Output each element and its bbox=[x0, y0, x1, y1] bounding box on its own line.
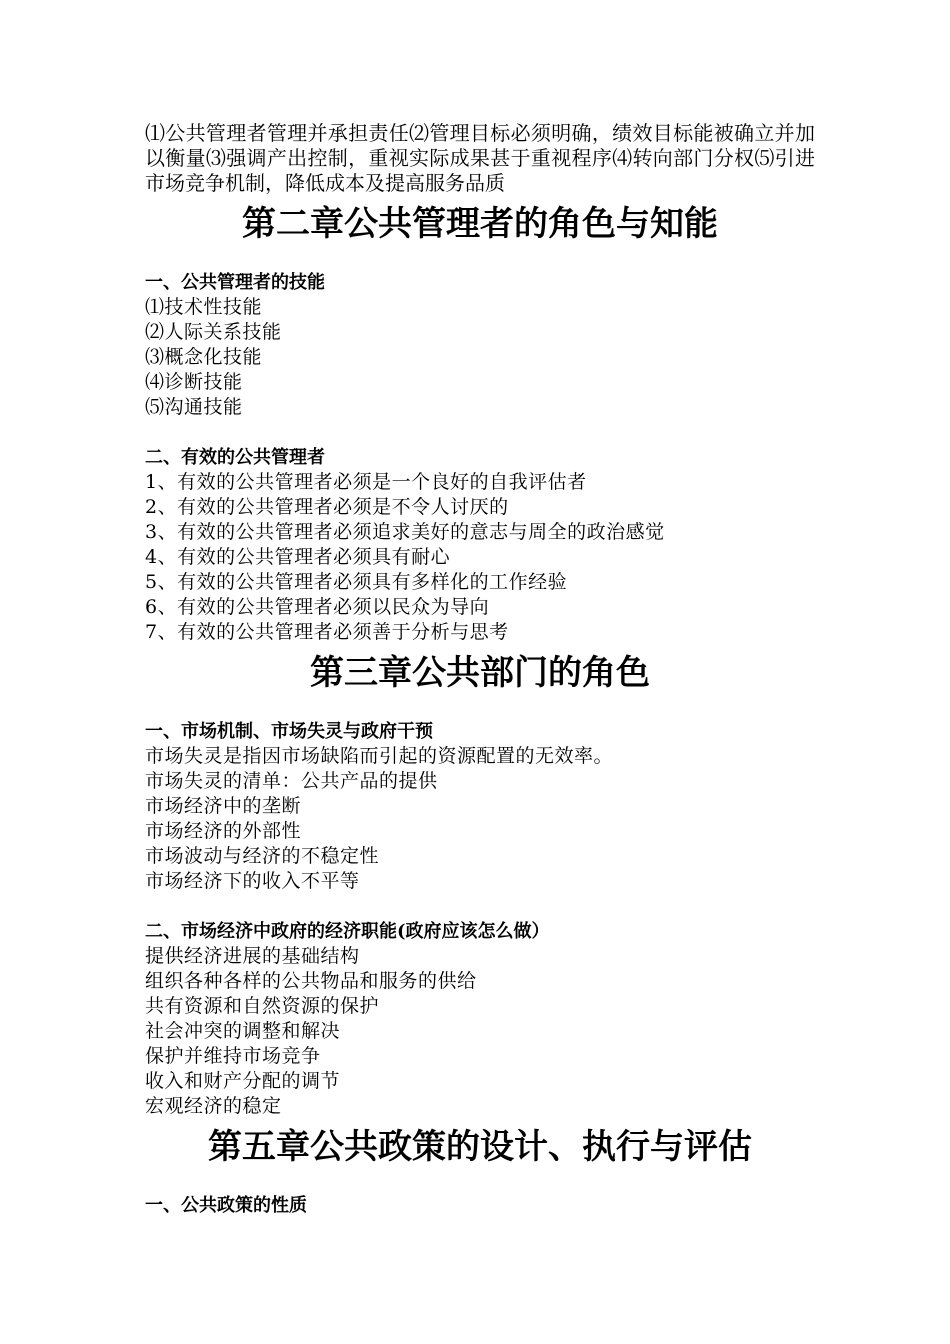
list-item: 5、有效的公共管理者必须具有多样化的工作经验 bbox=[145, 571, 568, 593]
list-item: 2、有效的公共管理者必须是不令人讨厌的 bbox=[145, 496, 509, 518]
list-item: ⑴技术性技能 bbox=[145, 296, 263, 318]
chapter-3-section-2 bbox=[145, 919, 815, 1119]
chapter-3-title: 第三章公共部门的角色 bbox=[310, 653, 650, 693]
list-item: 6、有效的公共管理者必须以民众为导向 bbox=[145, 596, 490, 618]
chapter-2-section-2 bbox=[145, 445, 815, 645]
list-item: 3、有效的公共管理者必须追求美好的意志与周全的政治感觉 bbox=[145, 521, 665, 543]
section-heading: 二、市场经济中政府的经济职能(政府应该怎么做） bbox=[145, 921, 550, 942]
chapter-5-title: 第五章公共政策的设计、执行与评估 bbox=[208, 1127, 752, 1167]
list-item: 7、有效的公共管理者必须善于分析与思考 bbox=[145, 621, 509, 643]
list-item: ⑵人际关系技能 bbox=[145, 321, 282, 343]
section-heading: 一、公共管理者的技能 bbox=[145, 272, 325, 293]
list-item: 市场经济下的收入不平等 bbox=[145, 870, 360, 892]
list-item: 收入和财产分配的调节 bbox=[145, 1070, 341, 1092]
list-item: 宏观经济的稳定 bbox=[145, 1095, 282, 1117]
list-item: 1、有效的公共管理者必须是一个良好的自我评估者 bbox=[145, 471, 587, 493]
list-item: 市场波动与经济的不稳定性 bbox=[145, 845, 380, 867]
chapter-5-section-1 bbox=[145, 1193, 815, 1218]
list-item: ⑸沟通技能 bbox=[145, 396, 243, 418]
list-item: ⑷诊断技能 bbox=[145, 371, 243, 393]
chapter-2-title: 第二章公共管理者的角色与知能 bbox=[242, 204, 718, 244]
list-item: 共有资源和自然资源的保护 bbox=[145, 995, 380, 1017]
list-item: 市场经济中的垄断 bbox=[145, 795, 302, 817]
section-heading: 二、有效的公共管理者 bbox=[145, 447, 325, 468]
list-item: 4、有效的公共管理者必须具有耐心 bbox=[145, 546, 451, 568]
list-item: 社会冲突的调整和解决 bbox=[145, 1020, 341, 1042]
document-page bbox=[145, 121, 815, 1218]
list-item: ⑶概念化技能 bbox=[145, 346, 263, 368]
list-item: 市场失灵是指因市场缺陷而引起的资源配置的无效率。 bbox=[145, 745, 614, 767]
list-item: 提供经济进展的基础结构 bbox=[145, 945, 360, 967]
intro-paragraph: ⑴公共管理者管理并承担责任⑵管理目标必须明确，绩效目标能被确立并加以衡量⑶强调产出控制，重视实际成果甚于重视程序⑷转向部门分权⑸引进市场竞争机制，降低成本及提高服务品质 bbox=[145, 121, 815, 195]
chapter-3-section-1 bbox=[145, 719, 815, 894]
section-heading: 一、市场机制、市场失灵与政府干预 bbox=[145, 721, 433, 742]
list-item: 市场失灵的清单：公共产品的提供 bbox=[145, 770, 438, 792]
list-item: 市场经济的外部性 bbox=[145, 820, 302, 842]
list-item: 保护并维持市场竞争 bbox=[145, 1045, 321, 1067]
section-heading: 一、公共政策的性质 bbox=[145, 1195, 307, 1216]
list-item: 组织各种各样的公共物品和服务的供给 bbox=[145, 970, 477, 992]
chapter-2-section-1 bbox=[145, 270, 815, 420]
